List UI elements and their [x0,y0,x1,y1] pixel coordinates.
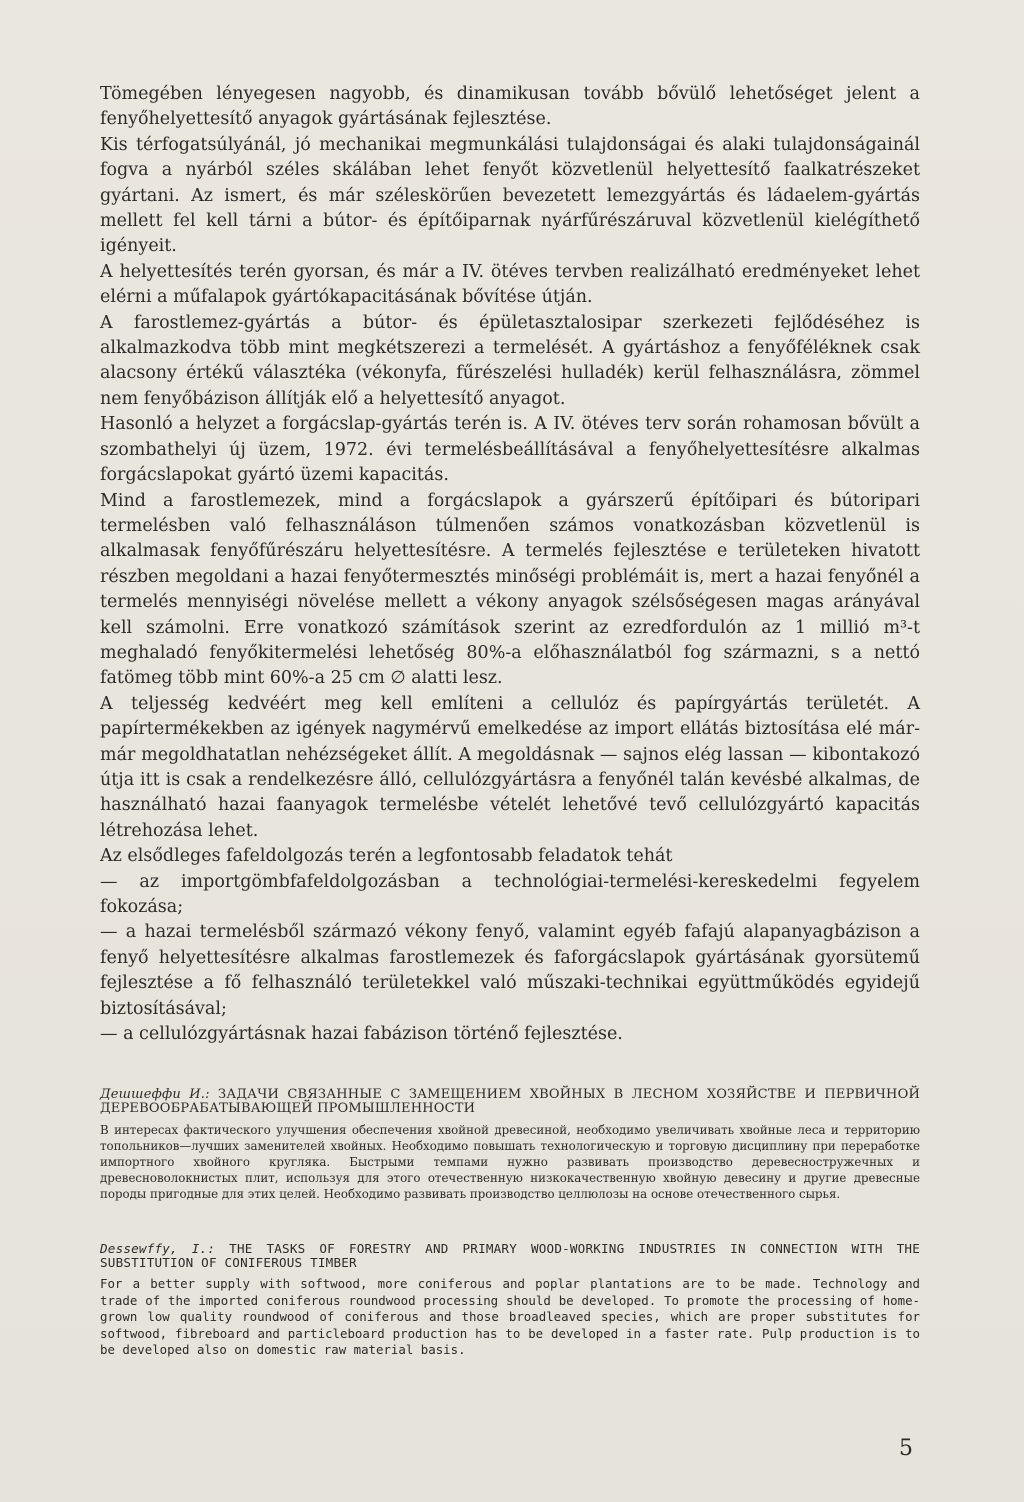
abstract-english-author: Dessewffy, I.: [100,1241,216,1256]
abstract-english-heading [100,1242,920,1270]
paragraph-5: Hasonló a helyzet a forgácslap-gyártás terén is. A IV. ötéves terv során rohamosan bővült a szombathelyi új üzem, 1972. évi termelésbeállításával a fenyőhelyettesítésre alkalmas forgácslapokat gyártó üzemi kapacitás. [100,414,920,486]
paragraph-4: A farostlemez-gyártás a bútor- és épületasztalosipar szerkezeti fejlődéséhez is alkalmazkodva több mint megkétszerezi a termelését. A gyártáshoz a fenyőféléknek csak alacsony értékű választéka (vékonyfa, fűrészelési hulladék) kerül felhasználásra, zömmel nem fenyőbázison állítják elő a helyettesítő anyagot. [100,312,920,409]
list-item-3: — a cellulózgyártásnak hazai fabázison történő fejlesztése. [100,1024,623,1045]
list-item-1: — az importgömbfafeldolgozásban a technológiai-termelési-kereskedelmi fegyelem fokozása; [100,871,920,917]
abstract-english [100,1242,920,1359]
paragraph-1: Tömegében lényegesen nagyobb, és dinamikusan tovább bővülő lehetőséget jelent a fenyőhelyettesítő anyagok gyártásának fejlesztése. [100,84,920,130]
list-item-2: — a hazai termelésből származó vékony fenyő, valamint egyéb fafajú alapanyagbázison a fenyő helyettesítésre alkalmas farostlemezek és faforgácslapok gyártásának gyorsütemű fejlesztése a fő felhasználó területekkel való műszaki-technikai együttműködés egyidejű biztosításával; [100,922,920,1019]
paragraph-2: Kis térfogatsúlyánál, jó mechanikai megmunkálási tulajdonságai és alaki tulajdonságainál fogva a nyárból széles skálában lehet fenyőt közvetlenül helyettesítő faalkatrészeket gyártani. Az ismert, és már széleskörűen bevezetett lemezgyártás és ládaelem-gyártás mellett fel kell tárni a bútor- és építőiparnak nyárfűrészáruval közvetlenül kielégíthető igényeit. [100,134,920,257]
paragraph-3: A helyettesítés terén gyorsan, és már a IV. ötéves tervben realizálható eredményeket lehet elérni a műfalapok gyártókapacitásának bővítése útján. [100,261,920,308]
paragraph-6: Mind a farostlemezek, mind a forgácslapok a gyárszerű építőipari és bútoripari termelésben való felhasználáson túlmenően számos vonatkozásban közvetlenül is alkalmasak fenyőfűrészáru helyettesítésre. A termelés fejlesztése e területeken hivatott részben megoldani a hazai fenyőtermesztés minőségi problémáit is, mert a hazai fenyőnél a termelés mennyiségi növelése mellett a vékony anyagok szélsőségesen magas arányával kell számolni. Erre vonatkozó számítások szerint az ezredfordulón az 1 millió m³-t meghaladó fenyőkitermelési lehetőség 80%-a előhasználatból fog származni, s a nettó fatömeg több mint 60%-a 25 cm ∅ alatti lesz. [100,490,920,689]
page-number: 5 [899,1436,913,1461]
paragraph-8: Az elsődleges fafeldolgozás terén a legfontosabb feladatok tehát [100,846,673,867]
abstract-russian-heading [100,1088,920,1116]
abstract-russian-body: В интересах фактического улучшения обеспечения хвойной древесиной, необходимо увеличивать хвойные леса и территорию топольников—лучших заменителей хвойных. Необходимо повышать технологическую и торговую дисциплину при переработке импортного хвойного кругляка. Быстрыми темпами нужно развивать производство деревесностружечных и древесноволокнистых плит, используя для этого отечественную низкокачественную хвойную девесину и другие древесные породы пригодные для этих целей. Необходимо развивать производство целлюлозы на основе отечественного сырья. [100,1123,920,1201]
abstract-english-body: For a better supply with softwood, more coniferous and poplar plantations are to be made. Technology and trade of the imported coniferous roundwood processing should be developed. To promote the processing of home-grown low quality roundwood of coniferous and those broadleaved species, which are proper substitutes for softwood, fibreboard and particleboard production has to be developed in a faster rate. Pulp production is to be developed also on domestic raw material basis. [100,1276,920,1357]
paragraph-7: A teljesség kedvéért meg kell említeni a cellulóz és papírgyártás területét. A papírtermékekben az igények nagymérvű emelkedése az import ellátás biztosítása elé már-már megoldhatatlan nehézségeket állít. A megoldásnak — sajnos elég lassan — kibontakozó útja itt is csak a rendelkezésre álló, cellulózgyártásra a fenyőnél talán kevésbé alkalmas, de használható hazai faanyagok termelésbe vételét lehetővé tevő cellulózgyártó kapacitás létrehozása lehet. [100,693,920,841]
abstract-russian-author: Дешшеффи И.: [100,1087,210,1102]
abstract-russian [100,1088,920,1202]
abstract-russian-title: ЗАДАЧИ СВЯЗАННЫЕ С ЗАМЕЩЕНИЕМ ХВОЙНЫХ В ЛЕСНОМ ХОЗЯЙСТВЕ И ПЕРВИЧНОЙ ДЕРЕВООБРАБАТЫВАЮЩЕЙ ПРОМЫШЛЕННОСТИ [100,1087,920,1116]
main-text [100,82,920,1047]
abstract-english-title: THE TASKS OF FORESTRY AND PRIMARY WOOD-WORKING INDUSTRIES IN CONNECTION WITH THE SUBSTITUTION OF CONIFEROUS TIMBER [100,1241,920,1270]
